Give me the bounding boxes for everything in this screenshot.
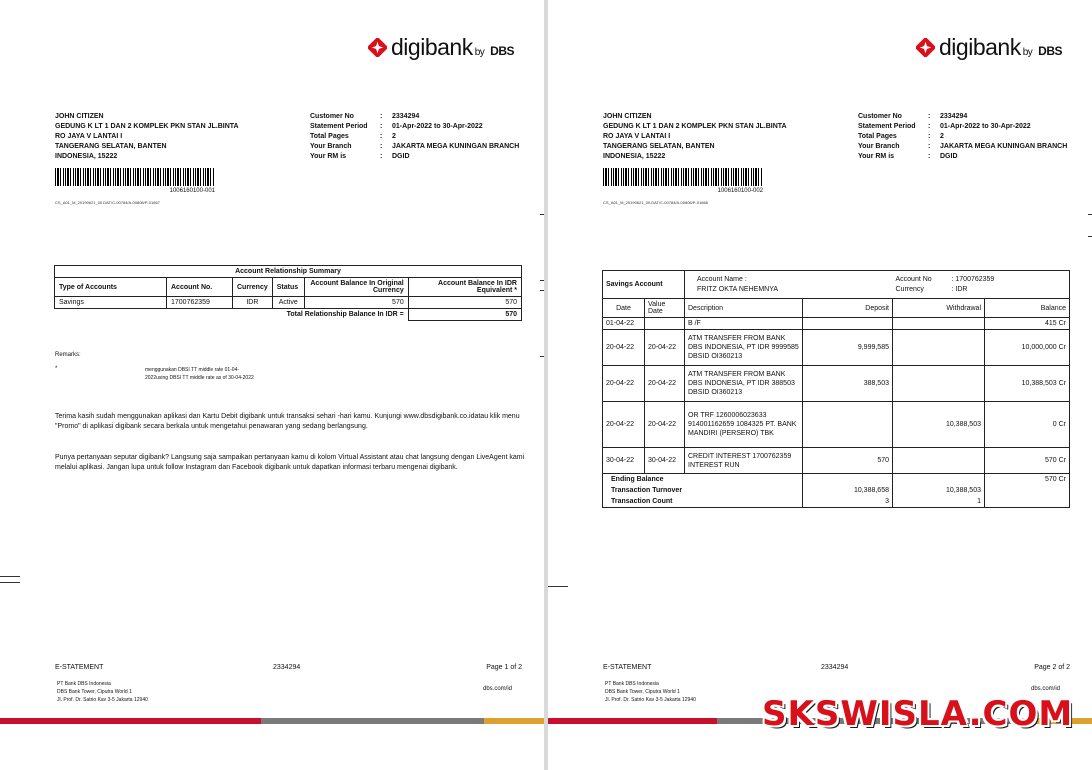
col-header: Type of Accounts	[55, 278, 167, 297]
footer-customer-no: 2334294	[273, 664, 301, 671]
cell: 20-04-22	[603, 402, 645, 448]
margin-mark	[1088, 214, 1092, 215]
cell: 20-04-22	[603, 366, 645, 402]
footer-url: dbs.com/id	[1030, 686, 1060, 692]
col-header: Account No.	[167, 278, 233, 297]
table-row	[55, 297, 522, 309]
col-header: Balance	[985, 299, 1070, 318]
footer-company-address: PT Bank DBS Indonesia DBS Bank Tower, Ciputra World 1 Jl. Prof. Dr. Satrio Kav 3-5 Jakarta 12940	[605, 681, 696, 703]
table-row	[603, 366, 1070, 402]
cell: 415 Cr	[985, 318, 1070, 330]
cell: 20-04-22	[645, 366, 685, 402]
col-header: Currency	[233, 278, 273, 297]
cell: 570	[803, 448, 893, 474]
footer-url: dbs.com/id	[482, 686, 512, 692]
remarks-text: menggunakan DBSI TT middle rate 01-04-2022using DBSI TT middle rate as of 30-04-2022	[145, 367, 254, 381]
ending-balance-value: 570 Cr	[985, 474, 1070, 486]
margin-mark	[540, 214, 544, 215]
total-label: Total Relationship Balance In IDR =	[286, 311, 404, 319]
cell: 570	[408, 297, 521, 309]
margin-mark	[540, 290, 544, 291]
table-row	[603, 330, 1070, 366]
footer-estatement: E-STATEMENT	[55, 664, 104, 671]
watermark-text: SKSWISLA.COM	[762, 694, 1074, 734]
customer-address: JOHN CITIZEN GEDUNG K LT 1 DAN 2 KOMPLEK PKN STAN JL.BINTA RO JAYA V LANTAI I TANGERANG SELATAN, BANTEN INDONESIA, 15222	[55, 113, 239, 160]
cell: Savings	[55, 297, 167, 309]
footer-stripe	[0, 718, 544, 724]
logo-wordmark: digibank by DBS	[391, 34, 514, 60]
barcode	[55, 168, 215, 186]
account-name-block: Account Name : FRITZ OKTA NEHEMNYA	[685, 271, 893, 299]
cell	[893, 318, 985, 330]
cell: 1700762359	[167, 297, 233, 309]
account-relationship-summary	[54, 265, 522, 321]
ending-balance-label: Ending Balance	[603, 474, 803, 486]
statement-info: Customer No : 2334294 Statement Period : 01-Apr-2022 to 30-Apr-2022 Total Pages : 2 Your Branch : JAKARTA MEGA KUNINGAN BRANCH Your RM is : DGID	[310, 113, 520, 160]
fold-mark	[0, 582, 20, 583]
statement-info: Customer No : 2334294 Statement Period : 01-Apr-2022 to 30-Apr-2022 Total Pages : 2 Your Branch : JAKARTA MEGA KUNINGAN BRANCH Your RM is : DGID	[858, 113, 1068, 160]
total-value: 570	[408, 309, 521, 321]
barcode-number: 1006160100-001	[169, 188, 215, 194]
statement-page-2	[548, 0, 1092, 770]
table-row	[603, 402, 1070, 448]
count-label: Transaction Count	[603, 496, 803, 508]
count-deposit: 3	[803, 496, 893, 508]
table-row	[603, 318, 1070, 330]
cell	[803, 402, 893, 448]
cell: 570	[304, 297, 408, 309]
savings-account-table	[602, 270, 1070, 508]
fold-mark	[0, 576, 20, 577]
cell: B /F	[685, 318, 803, 330]
document-code: CS_A01_M_20190621_00.DAT/C-00784/A-00808/P-01868	[603, 200, 708, 205]
summary-title: Account Relationship Summary	[55, 266, 522, 278]
footer-estatement: E-STATEMENT	[603, 664, 652, 671]
savings-account-label: Savings Account	[603, 271, 685, 299]
cell: 20-04-22	[645, 330, 685, 366]
cell	[893, 448, 985, 474]
col-header: Account Balance In IDR Equivalent *	[408, 278, 521, 297]
col-header: Description	[685, 299, 803, 318]
turnover-withdrawal: 10,388,503	[893, 485, 985, 496]
digibank-logo	[368, 34, 514, 61]
cell: ATM TRANSFER FROM BANK DBS INDONESIA, PT IDR 388503 DBSID OI360213	[685, 366, 803, 402]
cell: IDR	[233, 297, 273, 309]
cell: CREDIT INTEREST 1700762359 INTEREST RUN	[685, 448, 803, 474]
cell: 20-04-22	[645, 402, 685, 448]
cell: 570 Cr	[985, 448, 1070, 474]
info-paragraph-1: Terima kasih sudah menggunakan aplikasi dan Kartu Debit digibank untuk transaksi sehari -hari kamu. Kunjungi www.dbsdigibank.co.idatau klik menu "Promo" di aplikasi digibank secara berkala untuk mengetahui penawaran yang sedang berlangsung.	[55, 413, 520, 430]
margin-mark	[540, 280, 544, 281]
margin-mark	[1088, 236, 1092, 237]
margin-mark	[540, 356, 544, 357]
info-paragraph-2: Punya pertanyaan seputar digibank? Langsung saja sampaikan pertanyaan kamu di kolom Virtual Assistant atau chat langsung dengan LiveAgent kami melalui aplikasi. Jangan lupa untuk follow Instagram dan Facebook digibank untuk dapatkan informasi terbaru mengenai digibank.	[55, 454, 525, 471]
cell: 10,388,503	[893, 402, 985, 448]
cell: 30-04-22	[645, 448, 685, 474]
footer-customer-no: 2334294	[821, 664, 849, 671]
col-header: Date	[603, 299, 645, 318]
remarks-star: *	[55, 366, 58, 372]
cell: 20-04-22	[603, 330, 645, 366]
account-number-block: Account No : 1700762359 Currency : IDR	[893, 271, 1070, 299]
footer-company-address: PT Bank DBS Indonesia DBS Bank Tower, Ciputra World 1 Jl. Prof. Dr. Satrio Kav 3-5 Jakarta 12940	[57, 681, 148, 703]
cell: 01-04-22	[603, 318, 645, 330]
cell	[645, 318, 685, 330]
fold-mark	[548, 586, 568, 587]
cell: 9,999,585	[803, 330, 893, 366]
footer-page-number: Page 2 of 2	[1034, 664, 1070, 671]
logo-wordmark: digibank by DBS	[939, 34, 1062, 60]
cell	[803, 318, 893, 330]
cell: 10,000,000 Cr	[985, 330, 1070, 366]
statement-page-1	[0, 0, 544, 770]
digibank-logo	[916, 34, 1062, 61]
footer-page-number: Page 1 of 2	[486, 664, 522, 671]
col-header: Account Balance In Original Currency	[304, 278, 408, 297]
barcode-number: 1006160100-002	[717, 188, 763, 194]
cell: 0 Cr	[985, 402, 1070, 448]
cell: 30-04-22	[603, 448, 645, 474]
cell	[893, 366, 985, 402]
count-withdrawal: 1	[893, 496, 985, 508]
cell: OR TRF 1260006023633 914001162659 1084325 PT. BANK MANDIRI (PERSERO) TBK	[685, 402, 803, 448]
turnover-deposit: 10,388,658	[803, 485, 893, 496]
customer-address: JOHN CITIZEN GEDUNG K LT 1 DAN 2 KOMPLEK PKN STAN JL.BINTA RO JAYA V LANTAI I TANGERANG SELATAN, BANTEN INDONESIA, 15222	[603, 113, 787, 160]
cell: ATM TRANSFER FROM BANK DBS INDONESIA, PT IDR 9999585 DBSID OI360213	[685, 330, 803, 366]
turnover-label: Transaction Turnover	[603, 485, 803, 496]
dbs-star-icon	[916, 38, 935, 57]
col-header: Status	[272, 278, 304, 297]
barcode	[603, 168, 763, 186]
cell	[893, 330, 985, 366]
dbs-star-icon	[368, 38, 387, 57]
col-header: Value Date	[645, 299, 685, 318]
col-header: Withdrawal	[893, 299, 985, 318]
document-code: CS_A01_M_20190621_00.DAT/C-00784/A-00808/P-01867	[55, 200, 160, 205]
cell: Active	[272, 297, 304, 309]
remarks-label: Remarks:	[55, 352, 81, 358]
cell: 388,503	[803, 366, 893, 402]
col-header: Deposit	[803, 299, 893, 318]
cell: 10,388,503 Cr	[985, 366, 1070, 402]
table-row	[603, 448, 1070, 474]
